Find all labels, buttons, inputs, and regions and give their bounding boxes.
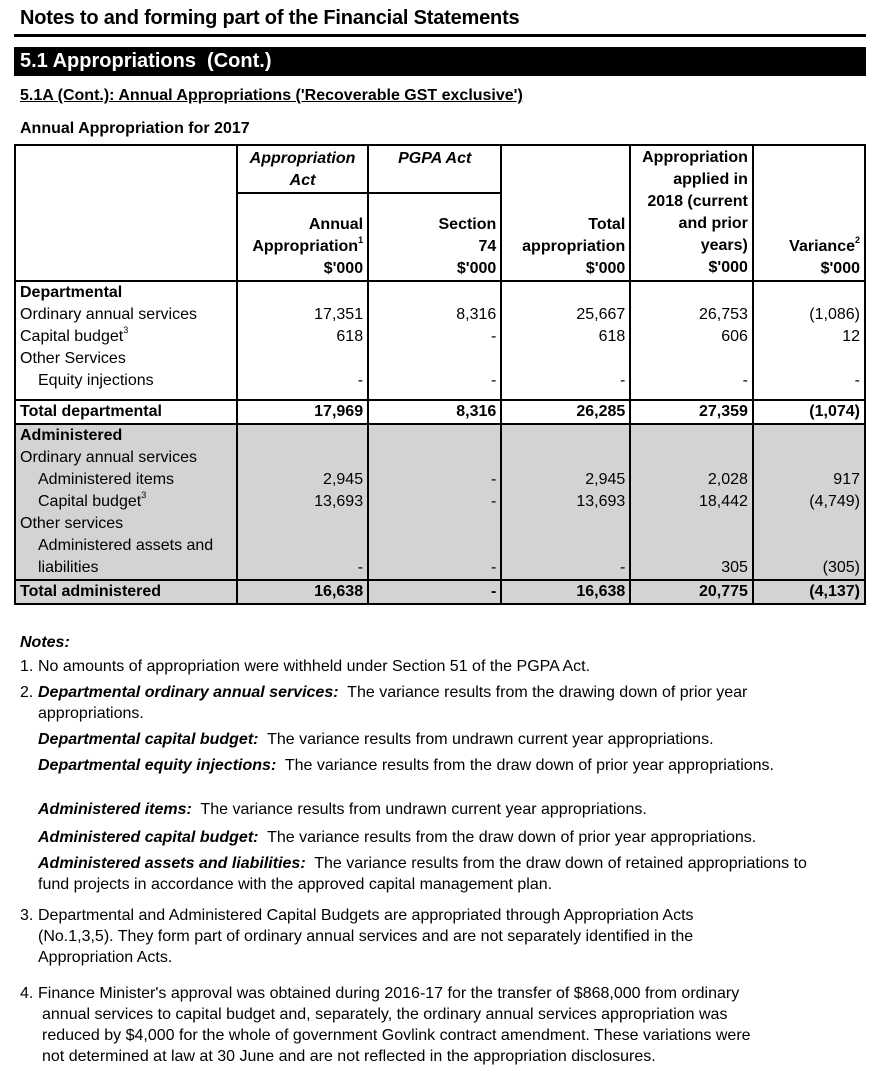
footnote-ref: 3 [141, 490, 147, 500]
cell-section74: 8,316 [368, 304, 501, 326]
cell-total: 13,693 [501, 491, 630, 513]
header-applied-col [630, 145, 753, 281]
table-caption: Annual Appropriation for 2017 [20, 120, 250, 137]
row-label [15, 535, 237, 580]
cell-annual: - [237, 370, 368, 400]
note-text: (No.1,3,5). They form part of ordinary annual services and are not separately identified in the [38, 928, 694, 945]
header-applied-unit: $'000 [708, 259, 748, 276]
note-label: Administered items: [38, 801, 192, 818]
notes-title: Notes: [20, 634, 70, 651]
note-text: The variance results from the draw down of prior year appropriations. [284, 757, 774, 774]
note-text: The variance results from the drawing down of prior year [347, 684, 748, 701]
note-text: annual services to capital budget and, separately, the ordinary annual services appropriation was [42, 1006, 728, 1023]
appropriation-table [14, 144, 866, 605]
row-label: Capital budget$^3$ [15, 326, 237, 348]
cell-section74: - [368, 469, 501, 491]
note-admin-capital [38, 827, 756, 848]
table-row [15, 535, 865, 580]
footnote-ref: 3 [123, 325, 129, 335]
table-row [15, 304, 865, 326]
note-label: Administered assets and liabilities: [38, 855, 306, 872]
table-row [15, 370, 865, 400]
cell-annual: 618 [237, 326, 368, 348]
note-label: Administered capital budget: [38, 829, 259, 846]
cell-variance: 917 [753, 469, 865, 491]
cell-section74: - [368, 535, 501, 580]
subsection-heading: 5.1A (Cont.): Annual Appropriations ('Recoverable GST exclusive') [20, 87, 523, 104]
header-variance-unit: $'000 [820, 260, 860, 277]
table-row [15, 348, 865, 370]
note-label: Departmental equity injections: [38, 757, 277, 774]
cell-total: - [501, 370, 630, 400]
cell-variance: (4,749) [753, 491, 865, 513]
note-3 [20, 905, 694, 968]
note-number: 1. [20, 658, 34, 675]
departmental-heading: Departmental [15, 281, 237, 304]
note-dept-capital [38, 729, 714, 750]
row-label: Administered items [15, 469, 237, 491]
header-total-line1: Total [588, 216, 626, 233]
table-row [15, 491, 865, 513]
note-text: fund projects in accordance with the approved capital management plan. [38, 876, 553, 893]
header-annual-line2: Appropriation [252, 238, 359, 255]
assets-label-line2: liabilities [38, 559, 99, 576]
header-total-unit: $'000 [585, 260, 626, 277]
cell-section74: 8,316 [368, 400, 501, 424]
section-heading: 5.1 Appropriations (Cont.) [14, 47, 866, 76]
cell-annual: 17,351 [237, 304, 368, 326]
row-label: Other services [15, 513, 237, 535]
cell-annual: 17,969 [237, 400, 368, 424]
header-section-unit: $'000 [456, 260, 497, 277]
note-text: No amounts of appropriation were withheld under Section 51 of the PGPA Act. [38, 658, 591, 675]
note-text: The variance results from the draw down of retained appropriations to [314, 855, 807, 872]
table-row [15, 326, 865, 348]
cell-applied: 606 [630, 326, 753, 348]
cell-total: 16,638 [501, 580, 630, 604]
note-text: The variance results from the draw down of prior year appropriations. [267, 829, 757, 846]
cell-applied: 18,442 [630, 491, 753, 513]
header-total-line2: appropriation [522, 238, 626, 255]
variance-footnote-ref: 2 [854, 235, 860, 245]
row-label: Ordinary annual services [15, 304, 237, 326]
title-rule [14, 34, 866, 37]
header-section-line2: 74 [478, 238, 497, 255]
header-variance-col [753, 145, 865, 281]
cell-section74: - [368, 326, 501, 348]
cell-annual: 13,693 [237, 491, 368, 513]
row-label: Other Services [15, 348, 237, 370]
cell-section74: - [368, 580, 501, 604]
note-text: appropriations. [38, 705, 144, 722]
assets-label-line1: Administered assets and [38, 537, 214, 554]
cell-section74: - [368, 491, 501, 513]
cell-total: - [501, 535, 630, 580]
cell-variance: 12 [753, 326, 865, 348]
cell-variance: (4,137) [753, 580, 865, 604]
note-text: Departmental and Administered Capital Budgets are appropriated through Appropriation Acts [38, 907, 694, 924]
cell-total: 26,285 [501, 400, 630, 424]
note-2 [20, 682, 747, 724]
cell-annual: 16,638 [237, 580, 368, 604]
note-admin-items [38, 799, 647, 820]
page-title: Notes to and forming part of the Financial Statements [20, 7, 520, 29]
header-appropriation-act: Appropriation Act [237, 145, 368, 193]
note-label: Departmental capital budget: [38, 731, 259, 748]
total-row [15, 400, 865, 424]
header-total-col [501, 145, 630, 281]
header-annual-line1: Annual [308, 216, 364, 233]
note-text: not determined at law at 30 June and are not reflected in the appropriation disclosures. [42, 1048, 656, 1065]
note-4 [20, 983, 751, 1067]
note-label: Departmental ordinary annual services: [38, 684, 339, 701]
header-pgpa-act: PGPA Act [368, 145, 501, 193]
cell-annual: 2,945 [237, 469, 368, 491]
row-label: Equity injections [15, 370, 237, 400]
cell-total: 2,945 [501, 469, 630, 491]
administered-heading: Administered [15, 424, 237, 447]
note-dept-equity [38, 755, 774, 776]
note-admin-assets [38, 853, 807, 895]
note-number: 2. [20, 684, 34, 701]
note-text: Finance Minister's approval was obtained during 2016-17 for the transfer of $868,000 from ordinary [38, 985, 740, 1002]
cell-total: 618 [501, 326, 630, 348]
note-text: Appropriation Acts. [38, 949, 173, 966]
cell-applied: - [630, 370, 753, 400]
cell-applied: 305 [630, 535, 753, 580]
annual-footnote-ref: 1 [358, 235, 364, 245]
cell-section74: - [368, 370, 501, 400]
row-label: Ordinary annual services [15, 447, 237, 469]
header-variance: Variance [789, 238, 855, 255]
note-number: 3. [20, 907, 34, 924]
total-administered-label: Total administered [15, 580, 237, 604]
note-text: The variance results from undrawn current year appropriations. [200, 801, 647, 818]
header-blank [15, 145, 237, 281]
cell-applied: 2,028 [630, 469, 753, 491]
header-annual-col [237, 193, 368, 281]
cell-variance: (305) [753, 535, 865, 580]
cell-variance: - [753, 370, 865, 400]
note-number: 4. [20, 985, 34, 1002]
header-section-col [368, 193, 501, 281]
cell-variance: (1,086) [753, 304, 865, 326]
cell-total: 25,667 [501, 304, 630, 326]
cell-applied: 27,359 [630, 400, 753, 424]
cell-annual: - [237, 535, 368, 580]
cell-applied: 20,775 [630, 580, 753, 604]
note-text: The variance results from undrawn current year appropriations. [267, 731, 714, 748]
total-row [15, 580, 865, 604]
total-departmental-label: Total departmental [15, 400, 237, 424]
cell-variance: (1,074) [753, 400, 865, 424]
header-annual-unit: $'000 [323, 260, 364, 277]
note-text: reduced by $4,000 for the whole of government Govlink contract amendment. These variations were [42, 1027, 751, 1044]
cell-applied: 26,753 [630, 304, 753, 326]
row-label: Capital budget$^3$ [15, 491, 237, 513]
note-1 [20, 656, 590, 677]
header-section-line1: Section [438, 216, 497, 233]
header-applied-text: Appropriation applied in 2018 (current and prior years) [642, 149, 748, 254]
table-row [15, 469, 865, 491]
